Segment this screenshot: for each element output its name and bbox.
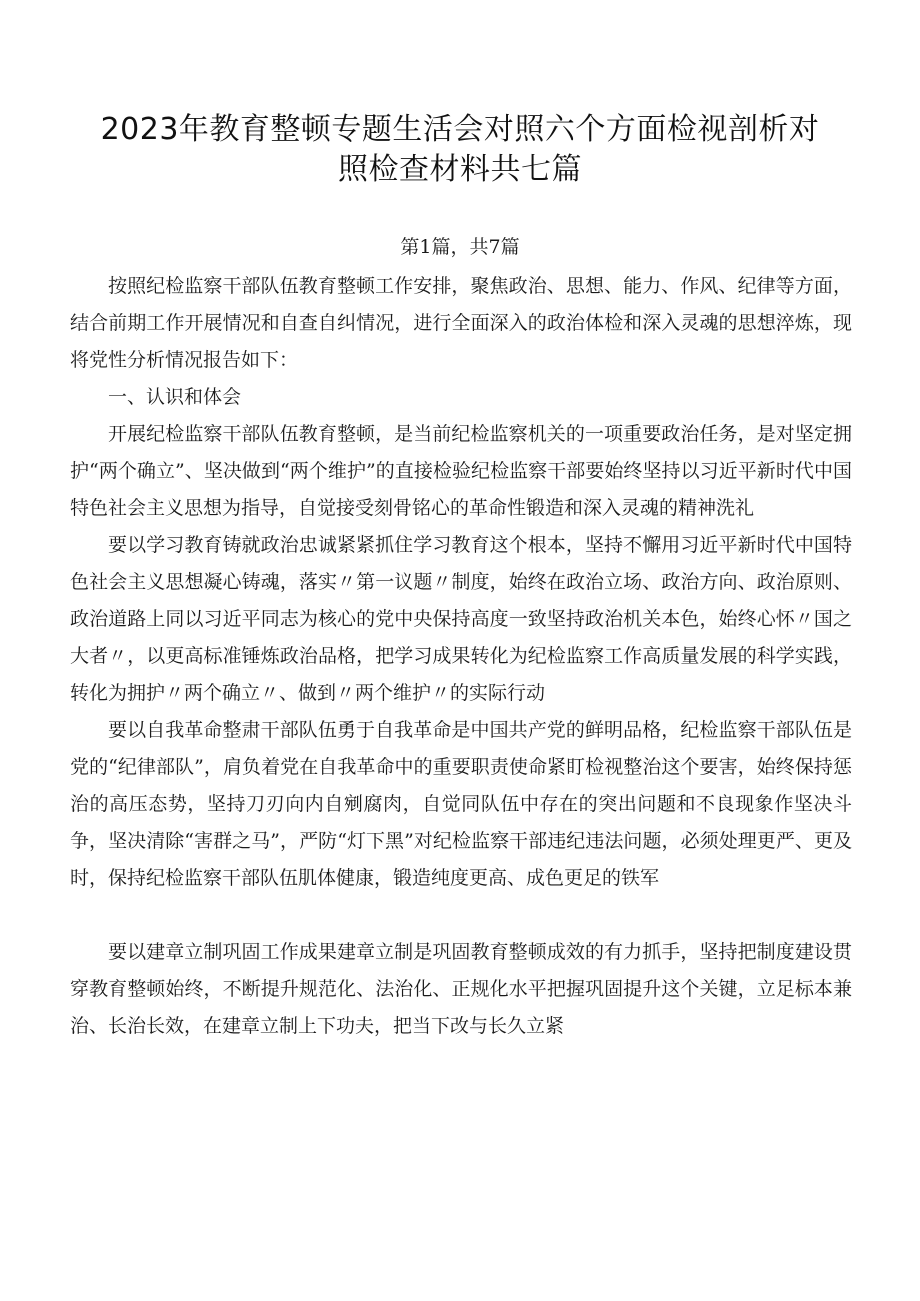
document-title [70,110,850,190]
part-label: 第1篇，共7篇 [400,236,520,258]
document-body [70,268,852,1045]
body-paragraph: 开展纪检监察干部队伍教育整顿，是当前纪检监察机关的一项重要政治任务，是对坚定拥护“两个确立”、坚决做到“两个维护”的直接检验纪检监察干部要始终坚持以习近平新时代中国特色社会主义思想为指导，自觉接受刻骨铭心的革命性锻造和深入灵魂的精神洗礼 [70,423,852,519]
body-paragraph: 要以自我革命整肃干部队伍勇于自我革命是中国共产党的鲜明品格，纪检监察干部队伍是党的“纪律部队”，肩负着党在自我革命中的重要职责使命紧盯检视整治这个要害，始终保持惩治的高压态势，坚持刀刃向内自剜腐肉，自觉同队伍中存在的突出问题和不良现象作坚决斗争，坚决清除“害群之马”，严防“灯下黑”对纪检监察干部违纪违法问题，必须处理更严、更及时，保持纪检监察干部队伍肌体健康，锻造纯度更高、成色更足的铁军 [70,719,852,889]
intro-paragraph: 按照纪检监察干部队伍教育整顿工作安排，聚焦政治、思想、能力、作风、纪律等方面，结合前期工作开展情况和自查自纠情况，进行全面深入的政治体检和深入灵魂的思想淬炼，现将党性分析情况报告如下： [70,275,852,371]
title-line-1: 2023年教育整顿专题生活会对照六个方面检视剖析对 [100,112,820,147]
title-line-2: 照检查材料共七篇 [338,152,582,187]
body-paragraph: 要以学习教育铸就政治忠诚紧紧抓住学习教育这个根本，坚持不懈用习近平新时代中国特色社会主义思想凝心铸魂，落实〃第一议题〃制度，始终在政治立场、政治方向、政治原则、政治道路上同以习近平同志为核心的党中央保持高度一致坚持政治机关本色，始终心怀〃国之大者〃，以更高标准锤炼政治品格，把学习成果转化为纪检监察工作高质量发展的科学实践，转化为拥护〃两个确立〃、做到〃两个维护〃的实际行动 [70,534,852,704]
section-heading: 一、认识和体会 [108,386,242,408]
body-paragraph: 要以建章立制巩固工作成果建章立制是巩固教育整顿成效的有力抓手，坚持把制度建设贯穿教育整顿始终，不断提升规范化、法治化、正规化水平把握巩固提升这个关键，立足标本兼治、长治长效，在建章立制上下功夫，把当下改与长久立紧 [70,941,852,1037]
